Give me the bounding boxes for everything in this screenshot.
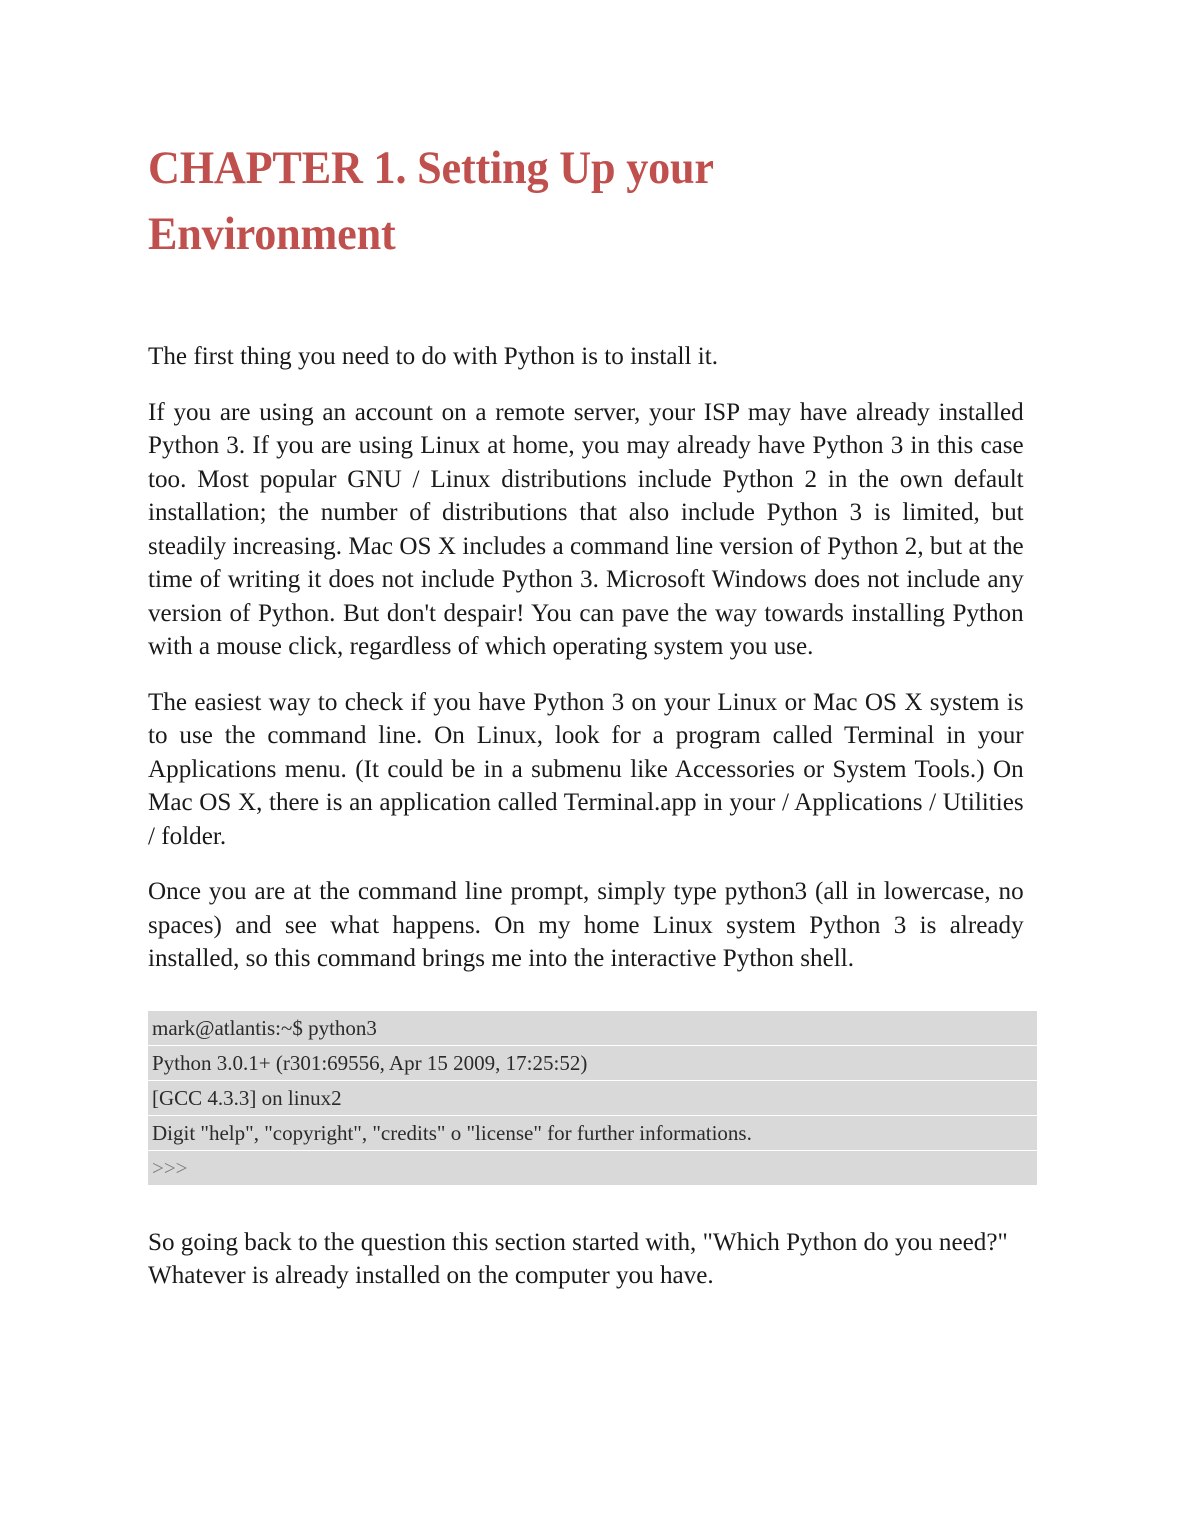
console-line-help-hint: Digit "help", "copyright", "credits" o "license" for further informations. bbox=[148, 1116, 1037, 1150]
console-output-block bbox=[148, 1011, 1037, 1185]
console-line-command: mark@atlantis:~$ python3 bbox=[148, 1011, 1037, 1045]
page-content bbox=[148, 0, 1037, 1494]
paragraph-conclusion: So going back to the question this section started with, "Which Python do you need?" Whatever is already installed on the computer you have. bbox=[148, 1226, 1008, 1289]
paragraph-command-prompt: Once you are at the command line prompt, simply type python3 (all in lowercase, no spaces) and see what happens. On my home Linux system Python 3 is already installed, so this command brings me into the interactive Python shell. bbox=[148, 876, 1024, 972]
paragraph-intro: The first thing you need to do with Python is to install it. bbox=[148, 341, 719, 370]
paragraph-check-python: The easiest way to check if you have Python 3 on your Linux or Mac OS X system is to use the command line. On Linux, look for a program called Terminal in your Applications menu. (It could be in a submenu like Accessories or System Tools.) On Mac OS X, there is an application called Terminal.app in your / Applications / Utilities / folder. bbox=[148, 686, 1024, 850]
page-bottom-whitespace bbox=[148, 1314, 1037, 1494]
paragraph-remote-server: If you are using an account on a remote server, your ISP may have already installed Python 3. If you are using Linux at home, you may already have Python 3 in this case too. Most popular GNU / Linux distributions include Python 2 in the own default installation; the number of distributions that also include Python 3 is limited, but steadily increasing. Mac OS X includes a command line version of Python 2, but at the time of writing it does not include Python 3. Microsoft Windows does not include any version of Python. But don't despair! You can pave the way towards installing Python with a mouse click, regardless of which operating system you use. bbox=[148, 396, 1024, 660]
page-title: CHAPTER 1. Setting Up your Environment bbox=[148, 142, 714, 260]
console-line-version: Python 3.0.1+ (r301:69556, Apr 15 2009, 17:25:52) bbox=[148, 1046, 1037, 1080]
console-line-prompt: >>> bbox=[148, 1151, 1037, 1185]
console-line-compiler: [GCC 4.3.3] on linux2 bbox=[148, 1081, 1037, 1115]
